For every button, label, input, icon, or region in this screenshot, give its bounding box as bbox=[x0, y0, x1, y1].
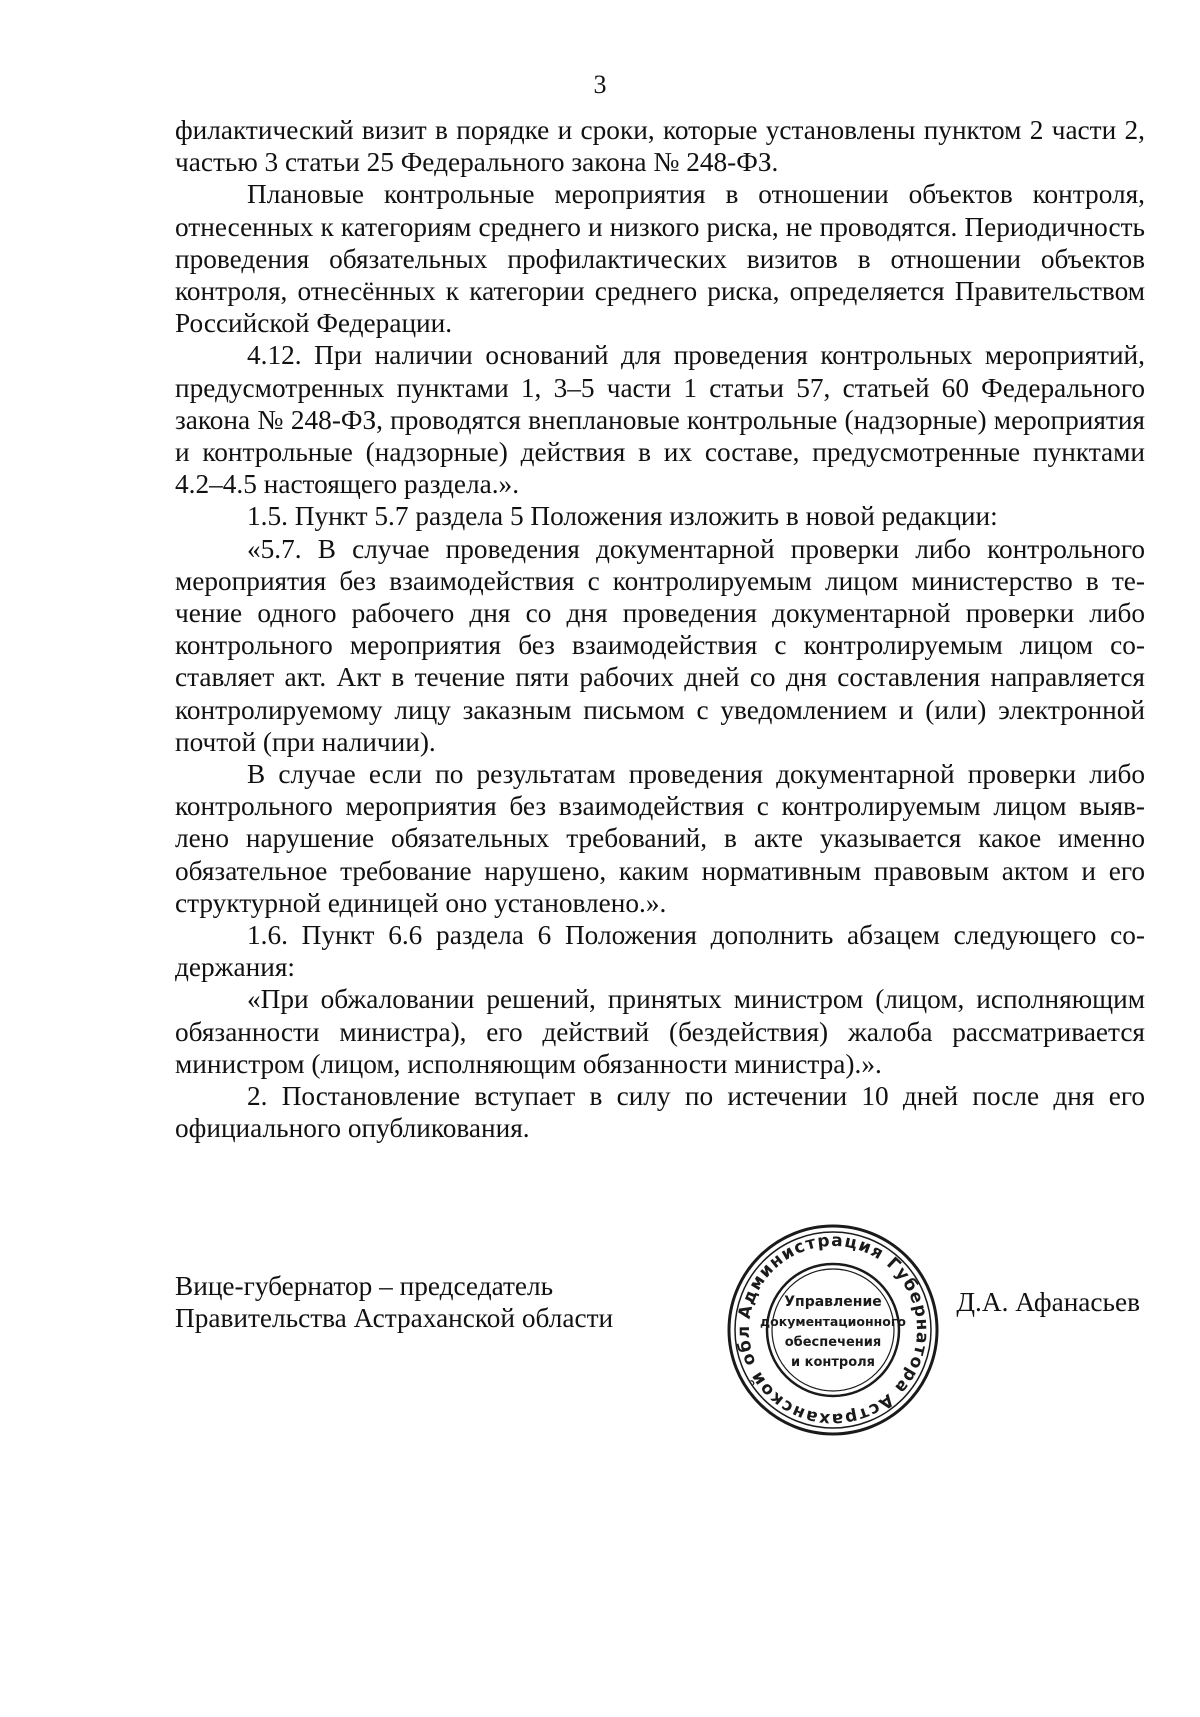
signatory-position-line-1: Вице-губернатор – председатель bbox=[175, 1271, 554, 1301]
signatory-name: Д.А. Афанасьев bbox=[956, 1287, 1140, 1317]
seal-text-ring-inner bbox=[767, 1264, 899, 1396]
paragraph-9: 2. Постановление вступает в силу по истечении 10 дней после дня его официального опубликования. bbox=[175, 1081, 1145, 1144]
seal-outer-text-path: Администрация Губернатора Астраханской обл bbox=[733, 1230, 933, 1430]
seal-outer-ring bbox=[729, 1226, 937, 1434]
paragraph-6: В случае если по результатам проведения документарной проверки либо контрольного мероприятия без взаимодействия с контролируемым лицом выявлено нарушение обязательных требований, в акте указывается какое именно обязательное требование нарушено, каким нормативным правовым актом и его структурной единицей оно установлено.». bbox=[175, 759, 1145, 918]
seal-center-ring bbox=[772, 1269, 894, 1391]
signatory-position bbox=[175, 1270, 613, 1334]
paragraph-3: 4.12. При наличии оснований для проведения контрольных мероприятий, предусмотренных пунктами 1, 3–5 части 1 статьи 57, статьей 60 Федерального закона № 248-ФЗ, проводятся внеплановые контрольные (надзорные) мероприятия и контрольные (надзорные) действия в их составе, предусмотренные пунктами 4.2–4.5 настоящего раздела.». bbox=[175, 340, 1145, 500]
seal-inner-line-1: Управление bbox=[784, 1294, 882, 1310]
seal-icon bbox=[723, 1220, 943, 1440]
seal-inner-line-2: документационного bbox=[760, 1314, 906, 1329]
paragraph-4: 1.5. Пункт 5.7 раздела 5 Положения изложить в новой редакции: bbox=[247, 501, 998, 532]
paragraph-1: филактический визит в порядке и сроки, которые установлены пунктом 2 части 2, частью 3 статьи 25 Федерального закона № 248-ФЗ. bbox=[175, 115, 1145, 178]
document-body bbox=[175, 114, 1145, 1145]
paragraph-7: 1.6. Пункт 6.6 раздела 6 Положения дополнить абзацем следующего содержания: bbox=[175, 920, 1145, 983]
official-seal-stamp bbox=[723, 1220, 943, 1440]
seal-inner-line-3: обеспечения bbox=[784, 1335, 882, 1350]
paragraph-8: «При обжаловании решений, принятых министром (лицом, исполняющим обязанности министра), его действий (бездействия) жалоба рассматривается министром (лицом, исполняющим обязанности министра).». bbox=[175, 984, 1145, 1079]
signature-block bbox=[175, 1230, 1145, 1430]
page-number: 3 bbox=[593, 70, 607, 99]
signatory-position-line-2: Правительства Астраханской области bbox=[175, 1303, 614, 1334]
seal-inner-line-4: и контроля bbox=[790, 1355, 876, 1370]
paragraph-2: Плановые контрольные мероприятия в отношении объектов контроля, отнесенных к категориям среднего и низкого риска, не проводятся. Периодичность проведения обязательных профилактических визитов в отношении объектов контроля, отнесённых к категории среднего риска, определяется Правительством Российской Федерации. bbox=[175, 179, 1145, 339]
paragraph-5: «5.7. В случае проведения документарной проверки либо контрольного мероприятия без взаимодействия с контролируемым лицом министерство в течение одного рабочего дня со дня проведения документарной проверки либо контрольного мероприятия без взаимодействия с контролируемым лицом составляет акт. Акт в течение пяти рабочих дней со дня составления направляется контролируемому лицу заказным письмом с уведомлением и (или) электронной почтой (при наличии). bbox=[175, 533, 1145, 757]
